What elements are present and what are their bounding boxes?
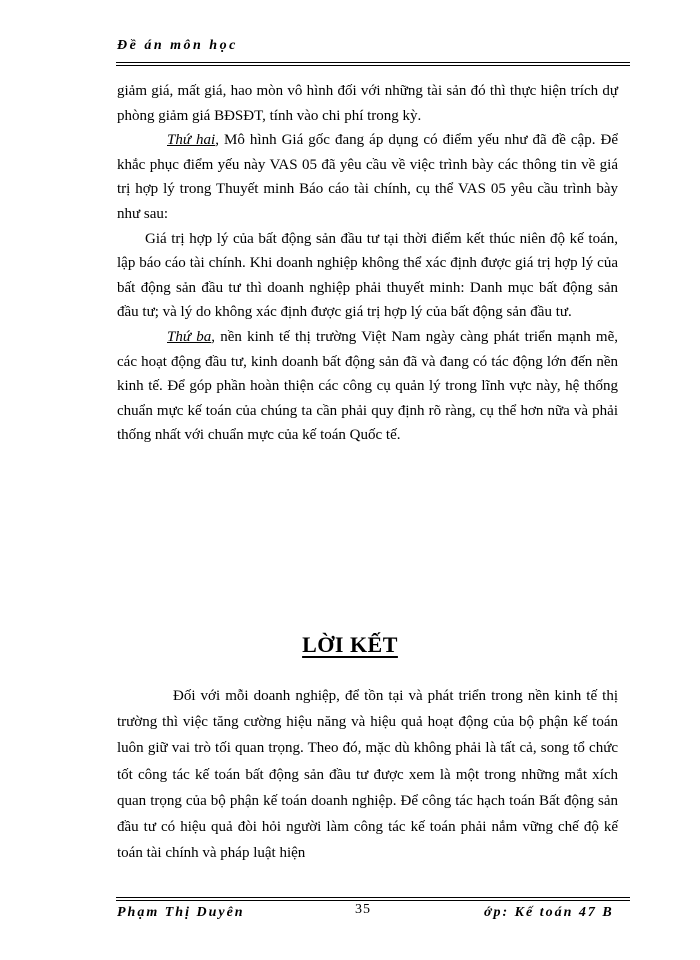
header-rule [116,62,630,63]
running-header: Đề án môn học [117,38,238,53]
header-rule-thin [116,65,630,66]
thu-hai-text: , Mô hình Giá gốc đang áp dụng có điểm yếu như đã đề cập. Để khắc phục điểm yếu này VAS 05 đã yêu cầu về việc trình bày các thông tin về giá trị hợp lý trong Thuyết minh Báo cáo tài chính, cụ thể VAS 05 yêu cầu trình bày như sau: [117,132,618,222]
thu-ba-lead: Thứ ba [167,328,212,345]
footer-class: ớp: Kế toán 47 B [484,905,614,920]
paragraph-continuation: giảm giá, mất giá, hao mòn vô hình đối với những tài sản đó thì thực hiện trích dự phòng giảm giá BĐSĐT, tính vào chi phí trong kỳ. [117,83,618,124]
footer-rule [116,900,630,901]
thu-ba-text: , nền kinh tế thị trường Việt Nam ngày càng phát triển mạnh mẽ, các hoạt động đầu tư, kinh doanh bất động sản đã và đang có tác động lớn đến nền kinh tế. Để góp phần hoàn thiện các công cụ quản lý trong lĩnh vực này, hệ thống chuẩn mực kế toán của chúng ta cần phải quy định rõ ràng, cụ thể hơn nữa và phải thống nhất với chuẩn mực của kế toán Quốc tế. [117,328,618,444]
thu-hai-lead: Thứ hai [167,132,216,149]
body-text [117,79,618,448]
footer-rule-thin [116,897,630,898]
conclusion-text [117,683,618,866]
paragraph-thu-ba [117,325,618,448]
section-heading: LỜI KẾT [302,632,398,657]
conclusion-paragraph: Đối với mỗi doanh nghiệp, để tồn tại và phát triển trong nền kinh tế thị trường thì việc tăng cường hiệu năng và hiệu quả hoạt động của bộ phận kế toán luôn giữ vai trò tối quan trọng. Theo đó, mặc dù không phải là tất cả, song tổ chức tốt công tác kế toán bất động sản đầu tư được xem là một trong những mắt xích quan trọng của bộ phận kế toán doanh nghiệp. Để công tác hạch toán Bất động sản đầu tư có hiệu quả đòi hỏi người làm công tác kế toán phải nắm vững chế độ kế toán tài chính và pháp luật hiện [117,688,618,862]
paragraph-fair-value: Giá trị hợp lý của bất động sản đầu tư tại thời điểm kết thúc niên độ kế toán, lập báo cáo tài chính. Khi doanh nghiệp không thể xác định được giá trị hợp lý của bất động sản đầu tư thì doanh nghiệp phải thuyết minh: Danh mục bất động sản đầu tư; và lý do không xác định được giá trị hợp lý của bất động sản đầu tư. [117,230,618,321]
paragraph-thu-hai [117,128,618,226]
page-number: 35 [355,902,371,917]
footer-author: Phạm Thị Duyên [117,905,245,920]
